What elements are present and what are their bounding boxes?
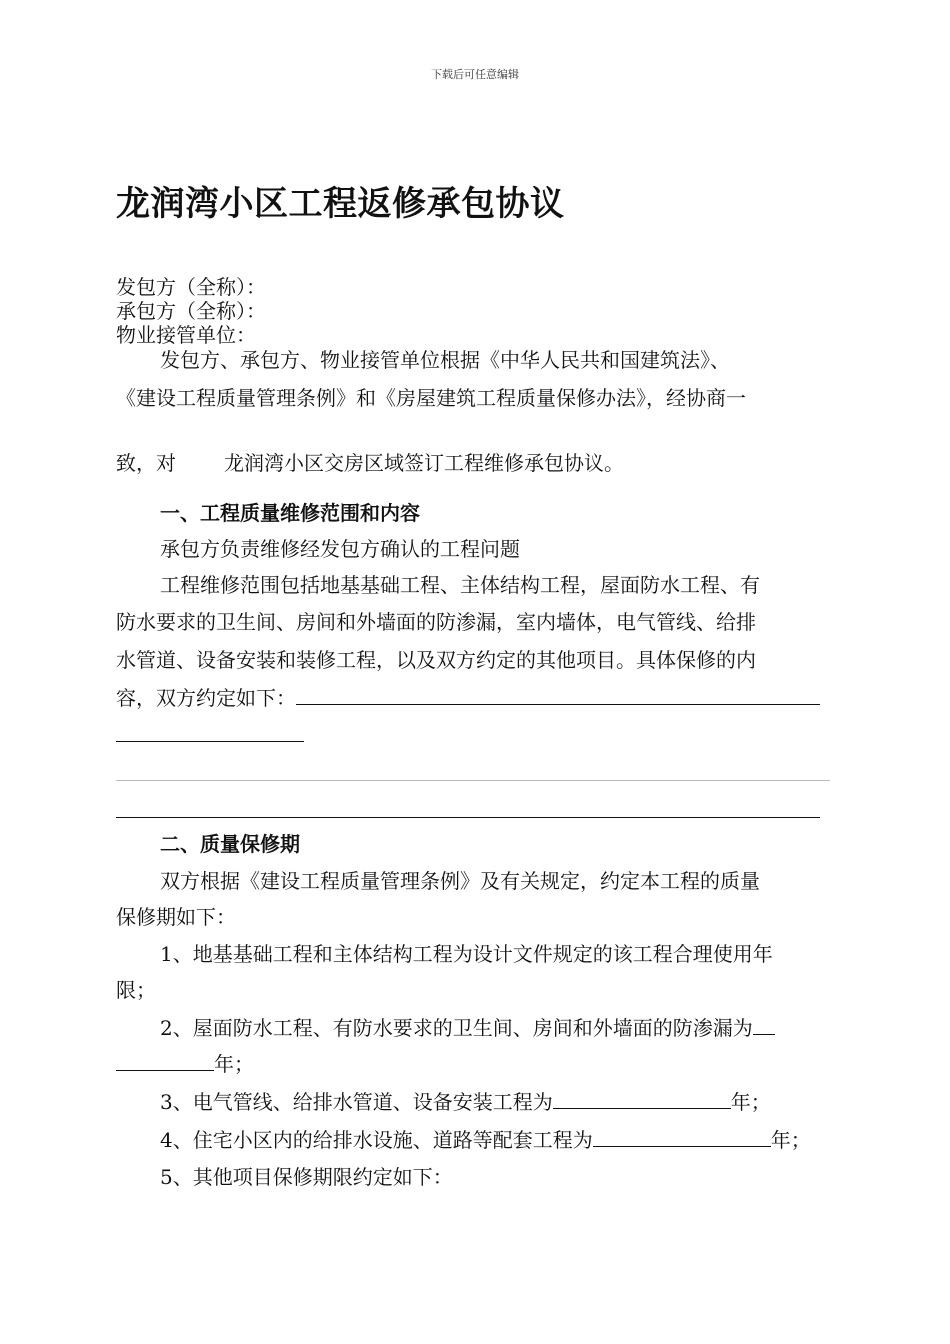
section-1-para-2-line-4	[116, 686, 820, 710]
warranty-item-3-text: 3、电气管线、给排水管道、设备安装工程为	[160, 1090, 553, 1114]
property-unit-label: 物业接管单位：	[116, 323, 256, 347]
intro-line-3	[116, 451, 624, 475]
section-2-para-line-2: 保修期如下：	[116, 905, 236, 929]
scope-blank-1[interactable]	[296, 686, 820, 705]
warranty-item-4-unit: 年；	[770, 1128, 811, 1152]
header-note: 下载后可任意编辑	[431, 68, 519, 81]
warranty-item-1-line-2: 限；	[116, 978, 156, 1002]
warranty-item-2-text: 2、屋面防水工程、有防水要求的卫生间、房间和外墙面的防渗漏为	[160, 1016, 753, 1040]
warranty-item-4-text: 4、住宅小区内的给排水设施、道路等配套工程为	[160, 1128, 593, 1152]
scope-blank-4[interactable]	[116, 817, 820, 818]
intro-line-3-start: 致，对	[116, 451, 176, 475]
warranty-item-2-line-2	[116, 1052, 254, 1076]
warranty-item-1-line-1: 1、地基基础工程和主体结构工程为设计文件规定的该工程合理使用年	[160, 942, 773, 966]
intro-line-3-end: 龙润湾小区交房区域签订工程维修承包协议。	[224, 451, 624, 475]
warranty-item-3-unit: 年；	[730, 1090, 771, 1114]
waterproof-years-blank-b[interactable]	[116, 1052, 214, 1071]
document-title: 龙润湾小区工程返修承包协议	[116, 184, 565, 224]
warranty-item-4	[160, 1128, 811, 1152]
facilities-years-blank[interactable]	[593, 1128, 771, 1147]
warranty-item-5: 5、其他项目保修期限约定如下：	[160, 1165, 453, 1189]
section-2-para-line-1: 双方根据《建设工程质量管理条例》及有关规定，约定本工程的质量	[160, 869, 760, 893]
intro-line-2: 《建设工程质量管理条例》和《房屋建筑工程质量保修办法》，经协商一	[116, 386, 746, 410]
section-2-heading: 二、质量保修期	[160, 832, 300, 856]
warranty-item-3	[160, 1090, 771, 1114]
employer-label: 发包方（全称）：	[116, 275, 266, 299]
section-1-para-2-line-3: 水管道、设备安装和装修工程，以及双方约定的其他项目。具体保修的内	[116, 648, 756, 672]
warranty-item-2-line-1	[160, 1016, 775, 1040]
section-1-para-1: 承包方负责维修经发包方确认的工程问题	[160, 537, 520, 561]
contractor-label: 承包方（全称）：	[116, 299, 266, 323]
electrical-years-blank[interactable]	[553, 1090, 731, 1109]
section-1-para-2-line-2: 防水要求的卫生间、房间和外墙面的防渗漏，室内墙体，电气管线、给排	[116, 610, 756, 634]
scope-blank-2[interactable]	[116, 741, 304, 742]
waterproof-years-blank-a[interactable]	[753, 1016, 775, 1035]
intro-line-1: 发包方、承包方、物业接管单位根据《中华人民共和国建筑法》、	[160, 348, 730, 372]
section-1-para-2-line-1: 工程维修范围包括地基基础工程、主体结构工程，屋面防水工程、有	[160, 573, 760, 597]
scope-blank-3[interactable]	[116, 780, 830, 781]
section-1-heading: 一、工程质量维修范围和内容	[160, 501, 420, 525]
scope-agreement-label: 容，双方约定如下：	[116, 686, 296, 710]
warranty-item-2-unit: 年；	[214, 1052, 254, 1076]
